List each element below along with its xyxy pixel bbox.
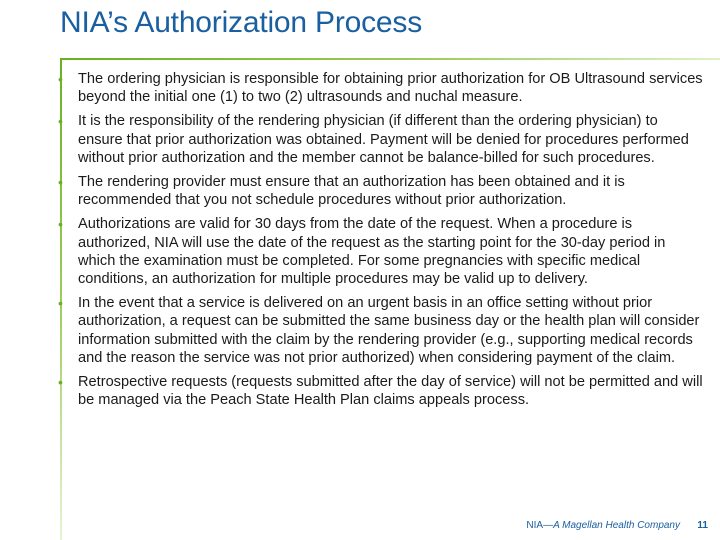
bullet-icon: • bbox=[58, 295, 63, 312]
bullet-text: Authorizations are valid for 30 days from the date of the request. When a procedure is authorized, NIA will use the date of the request as the starting point for the 30-day period in which the examination must be completed. For some pregnancies with specific medical conditions, an authorization for multiple procedures may be valid up to delivery. bbox=[78, 216, 666, 288]
bullet-item bbox=[58, 373, 704, 409]
company-prefix: NIA— bbox=[526, 520, 554, 531]
bullet-item bbox=[58, 173, 704, 209]
bullet-icon: • bbox=[58, 174, 63, 191]
page-number: 11 bbox=[697, 520, 708, 531]
bullet-text: The ordering physician is responsible for obtaining prior authorization for OB Ultrasound services beyond the initial one (1) to two (2) ultrasounds and nuchal measure. bbox=[78, 71, 703, 106]
bullet-text: The rendering provider must ensure that an authorization has been obtained and it is recommended that you not schedule procedures without prior authorization. bbox=[78, 174, 625, 209]
company-name: A Magellan Health Company bbox=[553, 520, 680, 531]
bullet-text: It is the responsibility of the rendering physician (if different than the ordering physician) to ensure that prior authorization was obtained. Payment will be denied for procedures performed without prior authorization and the member cannot be balance-billed for such procedures. bbox=[78, 113, 689, 166]
slide-title: NIA’s Authorization Process bbox=[60, 6, 422, 39]
slide-footer bbox=[0, 520, 720, 536]
bullet-text: In the event that a service is delivered on an urgent basis in an office setting without prior authorization, a request can be submitted the same business day or the health plan will consider information submitted with the claim by the rendering provider (e.g., supporting medical records and the reason the service was not prior authorized) when considering payment of the claim. bbox=[78, 295, 700, 366]
company-tagline bbox=[526, 520, 680, 531]
title-divider bbox=[60, 58, 720, 60]
bullet-item bbox=[58, 70, 704, 106]
bullet-item bbox=[58, 112, 704, 167]
bullet-list bbox=[58, 70, 704, 415]
bullet-text: Retrospective requests (requests submitted after the day of service) will not be permitted and will be managed via the Peach State Health Plan claims appeals process. bbox=[78, 374, 703, 409]
bullet-icon: • bbox=[58, 71, 63, 87]
bullet-icon: • bbox=[58, 113, 63, 130]
bullet-item bbox=[58, 294, 704, 367]
bullet-icon: • bbox=[58, 216, 63, 233]
bullet-item bbox=[58, 215, 704, 288]
bullet-icon: • bbox=[58, 374, 63, 391]
